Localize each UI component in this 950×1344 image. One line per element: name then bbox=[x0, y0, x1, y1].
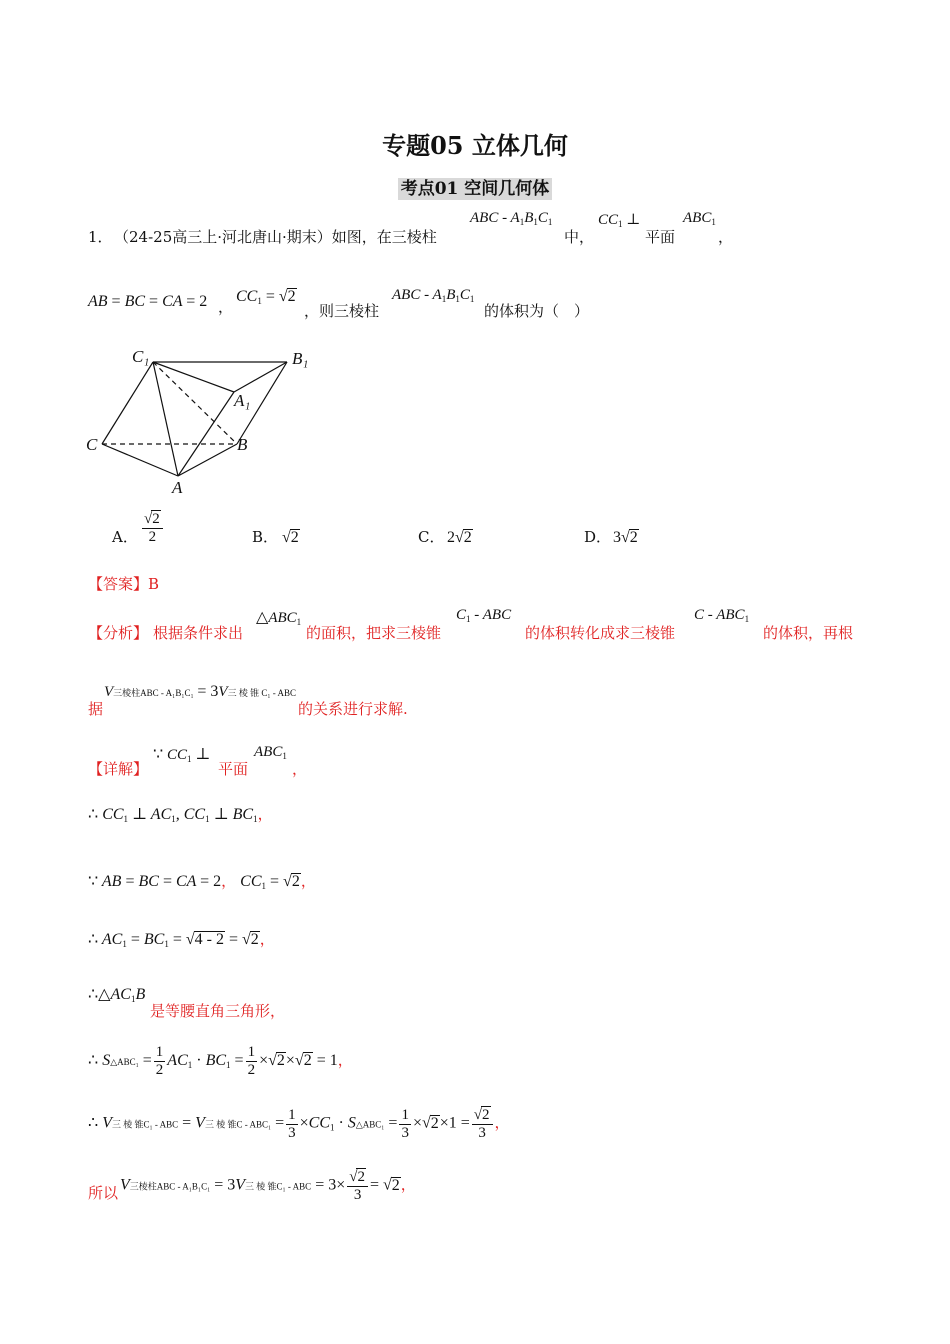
detail-step-1: ∵ $CC_1$ ⊥ bbox=[153, 746, 211, 764]
option-b-key[interactable]: B． bbox=[252, 528, 279, 546]
prism-figure bbox=[80, 340, 320, 500]
label-b: B bbox=[237, 435, 248, 454]
answer-label: 【答案】 bbox=[88, 575, 149, 593]
label-c: C bbox=[86, 435, 98, 454]
option-a-value: $\frac{√2}{2}$ bbox=[140, 510, 165, 546]
option-d-value: 3√2 bbox=[613, 529, 638, 546]
question-comma: ， bbox=[718, 228, 734, 246]
edge-a-b bbox=[178, 444, 237, 476]
detail-step-8a: 所以 bbox=[88, 1184, 119, 1202]
question-volume: 的体积为（ ） bbox=[484, 302, 590, 320]
label-a: A bbox=[172, 478, 183, 497]
detail-comma-1: ， bbox=[292, 760, 308, 778]
answer bbox=[88, 573, 159, 594]
question-source: （24-25高三上·河北唐山·期末）如图，在三棱柱 bbox=[114, 228, 437, 246]
comma-1: ， bbox=[218, 298, 234, 316]
analysis-formula: V三棱柱ABC - A₁B₁C₁ = 3V三 棱 锥 C₁ - ABC bbox=[104, 683, 296, 700]
edge-c1-a1 bbox=[153, 362, 234, 392]
edge-c1-b-hidden bbox=[153, 362, 237, 444]
option-c-value: 2√2 bbox=[447, 529, 472, 546]
detail-step-5b: 是等腰直角三角形， bbox=[150, 1002, 286, 1020]
detail-step-5a: $\therefore\triangle AC_1B$ bbox=[88, 986, 146, 1004]
option-a-key[interactable]: A． bbox=[112, 528, 138, 546]
option-d-key[interactable]: D． bbox=[584, 528, 612, 546]
analysis-t1: 根据条件求出 bbox=[153, 624, 244, 642]
detail-step-6: ∴ S△ABC₁ = $\frac{1}{2}$ $AC_1 \cdot BC_1$ = $\frac{1}{2}$ ×√2×√2 = 1， bbox=[88, 1044, 353, 1078]
edge-c1-c bbox=[102, 362, 153, 444]
edge-a1-a bbox=[178, 392, 234, 476]
detail-step-2: ∴ $CC_1$ ⊥ $AC_1$, $CC_1$ ⊥ $BC_1$， bbox=[88, 806, 273, 824]
analysis-pyr2: C - $ABC_1$ bbox=[694, 607, 750, 624]
prism-name: ABC - $A_1B_1C_1$ bbox=[470, 210, 553, 227]
section-title-text: 考点01 空间几何体 bbox=[398, 178, 553, 200]
answer-value: B bbox=[148, 575, 160, 593]
condition-sides: AB = BC = CA = 2 bbox=[88, 293, 208, 310]
plane-name: $ABC_1$ bbox=[683, 210, 716, 227]
detail-label: 【详解】 bbox=[88, 760, 149, 778]
analysis-t2: 的面积，把求三棱锥 bbox=[306, 624, 442, 642]
plane-word: 平面 bbox=[645, 228, 676, 246]
analysis-t6: 的关系进行求解. bbox=[298, 700, 408, 718]
detail-plane-name: $ABC_1$ bbox=[254, 744, 287, 761]
edge-c-a bbox=[102, 444, 178, 476]
analysis-pyr1: $C_1$ - ABC bbox=[456, 607, 512, 624]
cc1-perp: $CC_1$ ⊥ bbox=[598, 212, 641, 229]
condition-cc1: $CC_1 = √2$ bbox=[236, 288, 296, 306]
option-c-key[interactable]: C． bbox=[418, 528, 445, 546]
analysis-t3: 的体积转化成求三棱锥 bbox=[525, 624, 676, 642]
analysis-t4: 的体积，再根 bbox=[763, 624, 854, 642]
question-number: 1． bbox=[88, 228, 113, 246]
question-then: ，则三棱柱 bbox=[304, 302, 380, 320]
page-title: 专题05 立体几何 bbox=[382, 131, 568, 160]
label-a1: A₁ bbox=[234, 391, 251, 410]
question-zhong: 中， bbox=[564, 228, 595, 246]
detail-step-8: V三棱柱ABC - A₁B₁C₁ = 3V三 棱 锥C₁ - ABC = 3× $\frac{√2}{3}$ = √2， bbox=[120, 1169, 416, 1203]
analysis-tri: $\triangle ABC_1$ bbox=[256, 609, 302, 627]
edge-a1-b1 bbox=[234, 362, 287, 392]
option-b-value: √2 bbox=[282, 529, 299, 546]
prism-name-2: ABC - $A_1B_1C_1$ bbox=[392, 287, 475, 304]
label-b1: B₁ bbox=[292, 349, 309, 368]
detail-step-4: ∴ $AC_1 = BC_1 = √4 - 2 = √2$， bbox=[88, 931, 275, 949]
label-c1: C₁ bbox=[132, 347, 150, 366]
analysis-t5: 据 bbox=[88, 700, 104, 718]
detail-plane-word: 平面 bbox=[218, 760, 249, 778]
section-title bbox=[0, 174, 950, 199]
analysis-label: 【分析】 bbox=[88, 624, 149, 642]
detail-step-7: ∴ V三 棱 锥C₁ - ABC = V三 棱 锥C - ABC₁ = $\frac{1}{3}$ $\times CC_1$ · S△ABC₁ = $\frac{1}{3}$ ×√2×1 = $\frac{√2}{3}$ ， bbox=[88, 1106, 510, 1141]
edge-c1-a bbox=[153, 362, 178, 476]
detail-step-3: ∵ AB = BC = CA = 2， $CC_1 = √2$， bbox=[88, 873, 316, 891]
